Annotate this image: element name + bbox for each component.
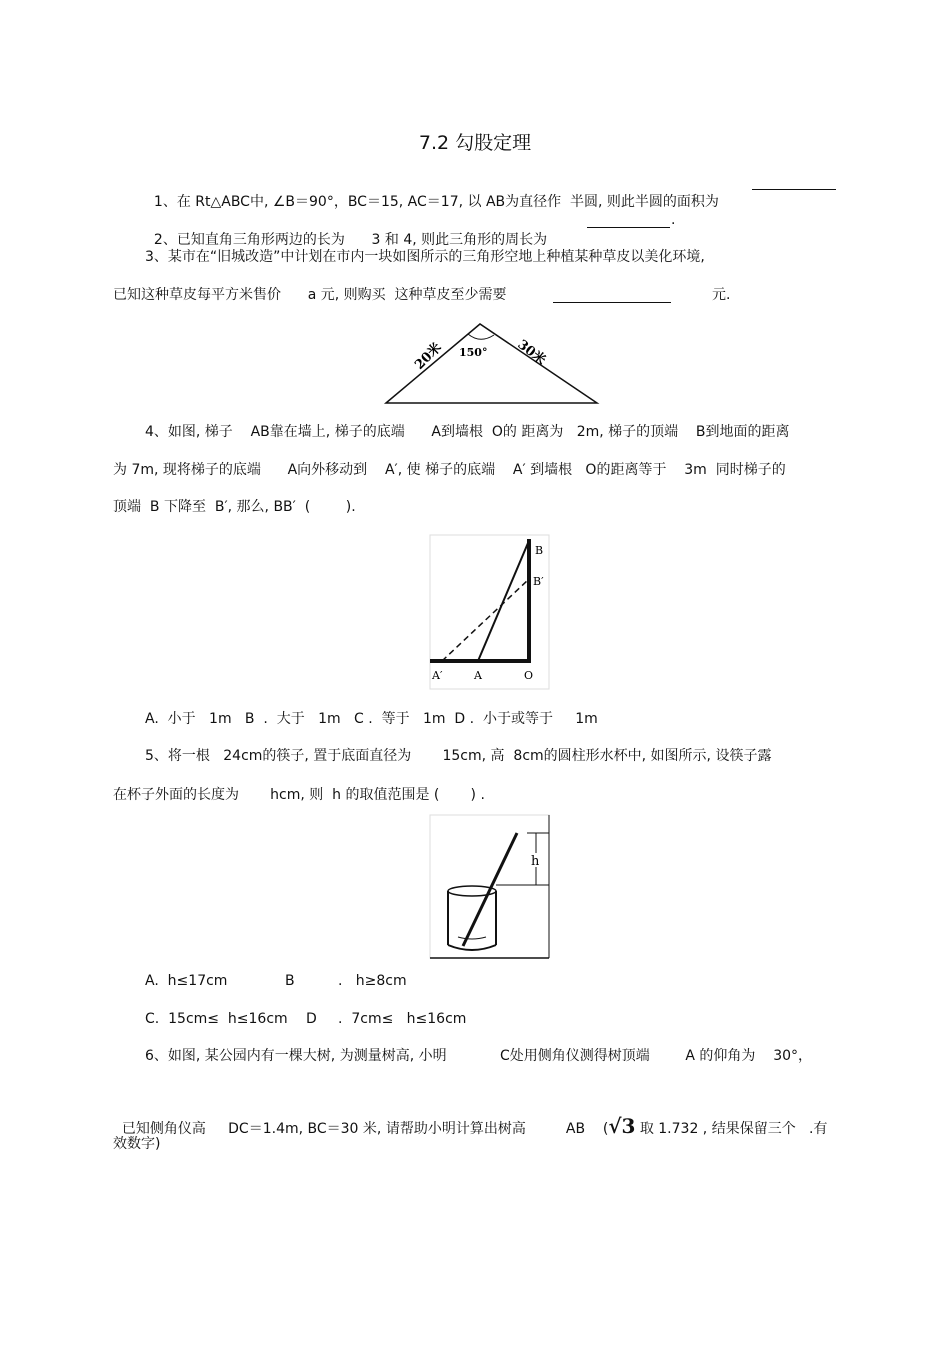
label-angle: 150° [459,346,488,359]
question-1-text: 1、在 Rt△ABC中, ∠B＝90°，BC＝15, AC＝17, 以 AB为直径作 半圆, 则此半圆的面积为 [153,194,719,210]
question-6-line-2 [113,1096,828,1139]
question-4-line-1: 4、如图, 梯子 AB靠在墙上, 梯子的底端 A到墙根 O的 距离为 2m, 梯子的顶端 B到地面的距离 [145,424,790,440]
answer-blank-1[interactable] [752,174,836,190]
cup-bottom-inner [458,937,486,939]
ladder-ab-prime [442,580,528,661]
question-4-options: A. 小于 1m B . 大于 1m C . 等于 1m D . 小于或等于 1m [145,711,598,727]
angle-arc [468,334,494,339]
answer-blank-2[interactable] [587,212,670,228]
question-6-line-1: 6、如图, 某公园内有一棵大树, 为测量树高, 小明 C处用侧角仪测得树顶端 A 的仰角为 30°， [145,1048,813,1064]
question-5-line-1: 5、将一根 24cm的筷子, 置于底面直径为 15cm, 高 8cm的圆柱形水杯中, 如图所示, 设筷子露 [145,748,772,764]
label-side-left: 20米 [412,340,445,373]
question-5-option-a: A. h≤17cm [145,973,228,989]
label-a: A [474,669,482,682]
label-o: O [524,669,534,682]
question-5-option-b: . h≥8cm [338,973,407,989]
question-5-option-d: . 7cm≤ h≤16cm [338,1011,467,1027]
label-h: h [531,854,540,869]
label-b-prime: B′ [533,575,544,588]
answer-blank-3[interactable] [553,287,671,303]
triangle-figure [380,318,605,408]
cup-figure [430,815,550,960]
question-4-line-3: 顶端 B 下降至 B′, 那么, BB′ ( ). [113,499,356,515]
question-5-option-b-letter: B [285,973,295,989]
question-6-line-2-part-b: 取 1.732 , 结果保留三个 .有 [635,1121,828,1137]
question-5-line-2: 在杯子外面的长度为 hcm, 则 h 的取值范围是 ( ) . [113,787,485,803]
label-a-prime: A′ [432,669,443,682]
label-b: B [535,544,544,557]
question-2-end: . [671,212,676,228]
page-title: 7.2 勾股定理 [418,132,532,154]
ladder-figure [430,535,550,690]
question-5-option-c: C. 15cm≤ h≤16cm [145,1011,288,1027]
label-side-right: 30米 [514,337,549,369]
question-6-line-3: 效数字) [113,1136,161,1152]
question-4-line-2: 为 7m, 现将梯子的底端 A向外移动到 A′, 使 梯子的底端 A′ 到墙根 O的距离等于 3m 同时梯子的 [113,462,786,478]
question-3-line-1: 3、某市在“旧城改造”中计划在市内一块如图所示的三角形空地上种植某种草皮以美化环境, [145,249,705,265]
question-2-text: 2、已知直角三角形两边的长为 3 和 4, 则此三角形的周长为 [153,232,548,248]
chopstick [463,833,517,946]
figure-frame [430,535,549,689]
cup-bottom [448,945,496,950]
question-5-option-d-letter: D [306,1011,317,1027]
question-1 [145,172,719,212]
question-3-unit: 元. [712,287,731,303]
ladder-ab [478,543,528,661]
sqrt-3-symbol: √3 [608,1114,636,1138]
question-6-line-2-part-a: 已知侧角仪高 DC＝1.4m, BC＝30 米, 请帮助小明计算出树高 AB ( [121,1121,609,1137]
question-3-line-2: 已知这种草皮每平方米售价 a 元, 则购买 这种草皮至少需要 [113,287,507,303]
question-2 [145,210,547,250]
